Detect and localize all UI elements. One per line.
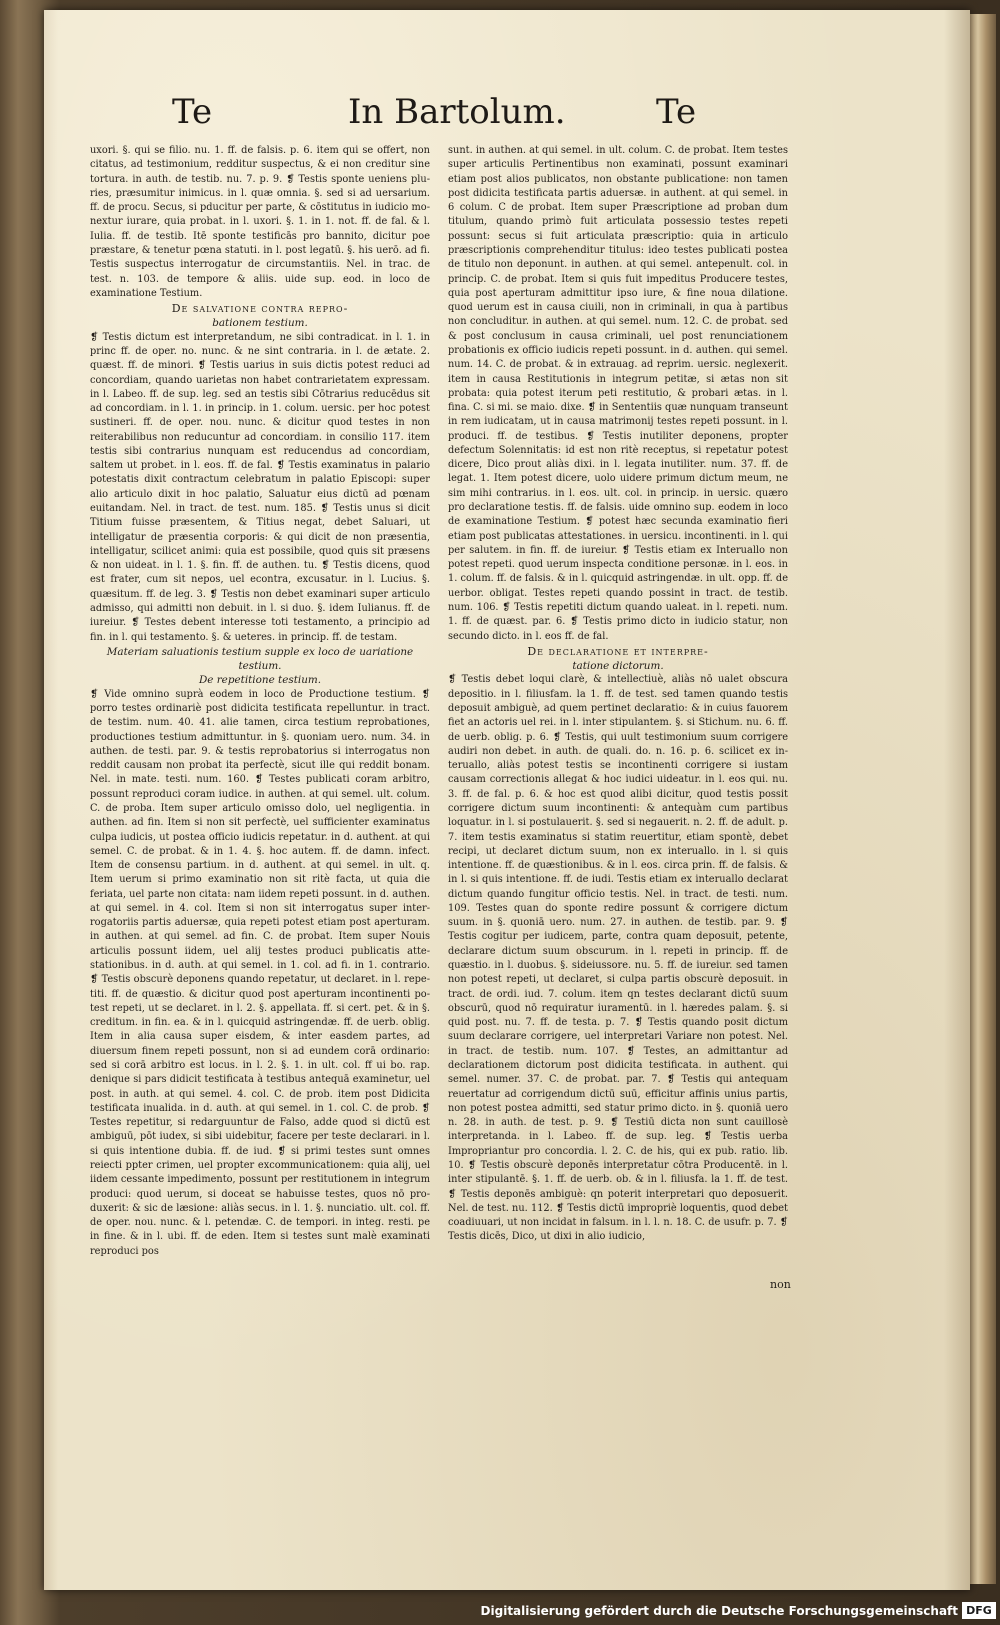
paragraph: uxori. §. qui se filio. nu. 1. ff. de falsis. p. 6. item qui se offert, non citatus, ad testimonium, redditur suspectus, & ei non creditur sine tortura. in auth. de testib. nu. 7. p. 9. ❡ Testis sponte ueniens pluries, præsumitur inimicus. in l. quæ omnia. §. sed si ad uersarium. ff. de procu. Secus, si pducitur per parte, & cōstitutus in iudicio monextur iurare, quia probat. in l. uxori. §. 1. in 1. not. ff. de fal. & l. Iulia. ff. de testib. Itē sponte testificās pro bannito, dicitur poe præstare, & tenetur pœna statuti. in l. post legatū. §. his uerō. ad fi. Testis suspectus interrogatur de circumstantiis. Nel. in trac. de test. n. 103. de tempore & aliis. uide sup. eod. in loco de examinatione Testium. xyxy=(90,145,430,299)
section-heading: De salvatione contra repro- xyxy=(171,302,349,316)
header-title: In Bartolum. xyxy=(348,92,566,132)
right-text-column xyxy=(448,144,788,1245)
section-heading-continued: tatione dictorum. xyxy=(572,660,664,673)
left-text-column xyxy=(90,144,430,1259)
section-subheading: De repetitione testium. xyxy=(198,674,322,687)
paragraph: ❡ Testis dictum est interpretandum, ne sibi contradicat. in l. 1. in princ ff. de oper. no. nunc. & ne sint contraria. in l. de ætate. 2. quæst. ff. de minori. ❡ Testis uarius in suis dictis potest reduci ad concordiam, quando uarietas non habet contrarietatem expressam. in l. Labeo. ff. de sup. leg. sed an testis sibi Cōtrarius reducēdus sit ad concordiam. in l. 1. in princip. in 1. colum. uersic. per hoc potest sustineri. ff. de oper. nou. nunc. & dicitur quod testes in non reiterabilibus non reducuntur ad concordiam. in consilio 117. item testis sibi contrarius nunquam est reducendus ad concordiam, saltem ut probet. in l. eos. ff. de fal. ❡ Testis examinatus in palario potestatis dixit contractum celebratum in palatio Episcopi: super alio articulo dixit in hoc palatio, Saluatur eius dictū ad pœnam euitandam. Nel. in tract. de test. num. 185. ❡ Testis unus si dicit Titium fuisse præsentem, & Titius negat, debet Saluari, ut intelligatur de præsentia corporis: & qui dicit de non præsentia, intelligatur, scilicet animi: quia est possibile, quod quis sit præsens & non uideat. in l. 1. §. fin. ff. de authen. tu. ❡ Testis dicens, quod est frater, cum sit nepos, uel econtra, excusatur. in l. Lucius. §. quæsitum. ff. de leg. 3. ❡ Testis non debet examinari super articulo admisso, qui admitti non debuit. in l. si duo. §. idem Iulianus. ff. de iureiur. ❡ Testes debent interesse toti testamento, a principio ad fin. in l. qui testamento. §. & ueteres. in princip. ff. de testam. xyxy=(90,331,430,643)
paragraph: sunt. in authen. at qui semel. in ult. colum. C. de probat. Item testes super articulis Pertinentibus non examinati, possunt examinari etiam post alios publicatos, non obstante publicatione: non tamen post didicita testificata partis aduersæ. in authent. at qui semel. in 6 colum. C de probat. Item super Præscriptione ad proban dum titulum, quando primò fuit articulata possessio testes repeti possunt: secus si fuit articulata præscriptio: quia in articulo præscriptionis comprehenditur titulus: ideo testes publicati postea de titulo non deponunt. in authen. at qui semel. antepenult. col. in princip. C. de probat. Item si quis fuit impeditus Producere testes, quia post aperturam admittitur ipso iure, & fine noua dilatione. quod uerum est in causa ciuili, non in criminali, in qua à partibus non concluditur. in authen. at qui semel. num. 12. C. de probat. sed & post conclusum in causa criminali, uel post renunciationem probationis ex officio iudicis repeti possunt. in d. authen. qui semel. num. 14. C. de probat. & in extrauag. ad reprim. uersic. neglexerit. item in causa Restitutionis in integrum petitæ, si ætas non sit probata: quia potest iterum peti restitutio, & probari ætas. in l. fina. C. si mi. se maio. dixe. ❡ in Sententiis quæ nunquam transeunt in rem iudicatam, ut in causa matrimonij testes repeti possunt. in l. produci. ff. de testibus. ❡ Testis inutiliter deponens, propter defectum Solennitatis: id est non ritè receptus, si repetatur potest dicere, Dico prout aliàs dixi. in l. legata inutiliter. num. 37. ff. de legat. 1. Item potest dicere, uolo uidere primum dictum meum, ne sim mihi contrarius. in l. eos. ult. col. in princip. in uersic. quæro pro declaratione testis. ff. de falsis. uide omnino sup. eodem in loco de examinatione Testium. ❡ potest hæc secunda examinatio fieri etiam post publicatas attestationes. in uersicu. incontinenti. in l. qui per salutem. in fin. ff. de iureiur. ❡ Testis etiam ex Interuallo non potest repeti. quod uerum inspecta conditione personæ. in l. eos. in 1. colum. ff. de falsis. & in l. quicquid astringendæ. in ult. opp. ff. de uerbor. obligat. Testes repeti quando possint in tract. de testib. num. 106. ❡ Testis repetiti dictum quando ualeat. in l. repeti. num. 1. ff. de quæst. par. 6. ❡ Testis primo dicto in iudicio statur, non secundo dicto. in l. eos ff. de fal. xyxy=(448,145,788,642)
digitization-footer xyxy=(0,1598,1000,1625)
book-page xyxy=(44,10,970,1590)
page-edge xyxy=(970,14,996,1584)
running-header xyxy=(44,92,970,142)
header-left-letters: Te xyxy=(172,92,213,132)
catchword: non xyxy=(770,1278,791,1291)
paragraph: ❡ Vide omnino suprà eodem in loco de Productione testium. ❡ porro testes ordinariè post didicita testificata repelluntur. in tract. de testim. num. 40. 41. alie tamen, circa testium reprobationes, productiones testium admittuntur. in §. quoniam uero. num. 34. in authen. de testi. par. 9. & testis reprobatorius si interrogatus non reddit causam non probat ita perfectè, sicut ille qui reddit bonam. Nel. in mate. testi. num. 160. ❡ Testes publicati coram arbitro, possunt reproduci coram iudice. in authen. at qui semel. ult. colum. C. de proba. Item super articulo omisso dolo, uel negligentia. in authen. ad fin. Item si non sit perfectè, uel sufficienter examinatus culpa iudicis, ut postea officio iudicis repetatur. in d. authent. at qui semel. C. de probat. & in 1. 4. §. hoc autem. ff. de damn. infect. Item de consensu partium. in d. authent. at qui semel. in ult. q. Item uerum si primo examinatio non sit ritè facta, ut quia die feriata, uel parte non citata: nam iidem repeti possunt. in d. authen. at qui semel. in 4. col. Item si non sit interrogatus super interrogatoriis partis aduersæ, quia repeti potest etiam post aperturam. in authen. at qui semel. ad fin. C. de probat. Item super Nouis articulis possunt iidem, uel alij testes produci publicatis attestationibus. in d. auth. at qui semel. in 1. col. ad fi. in 1. contrario. ❡ Testis obscurè deponens quando repetatur, ut declaret. in l. repetiti. ff. de quæstio. & dicitur quod post aperturam incontinenti potest repeti, ut se declaret. in l. 2. §. appellata. ff. si cert. pet. & in §. creditum. in fin. ea. & in l. quicquid astringendæ. ff. de uerb. oblig. Item in alia causa super eisdem, & inter easdem partes, ad diuersum finem repeti possunt, non si ad eundem corā ordinario: sed si corā arbitro est locus. in l. 2. §. 1. in ult. col. ff ui bo. rap. denique si pars didicit testificata à testibus antequā examinetur, uel post. in auth. at qui semel. 4. col. C. de prob. item post Didicita testificata inualida. in d. auth. at qui semel. in 1. col. C. de prob. ❡ Testes repetitur, si redarguuntur de Falso, adde quod si dictū est ambiguū, pōt iudex, si sibi uidebitur, facere per teste declarari. in l. si quis intentione dubia. ff. de iud. ❡ si primi testes sunt omnes reiecti ppter crimen, uel propter excommunicationem: quia alij, uel iidem cessante impedimento, possunt per restitutionem in integrum produci: quod uerum, si doceat se habuisse testes, quos nō produxerit: & sic de læsione: aliàs secus. in l. 1. §. nunciatio. ult. col. ff. de oper. nou. nunc. & l. petendæ. C. de tempori. in integ. resti. pe in fine. & in l. ubi. ff. de eden. Item si testes sunt malè examinati reproduci pos xyxy=(90,688,430,1257)
dfg-logo: DFG xyxy=(962,1602,996,1619)
paragraph: ❡ Testis debet loqui clarè, & intellectiuè, aliàs nō ualet obscura depositio. in l. filiusfam. la 1. ff. de test. sed tamen quando testis deposuit ambiguè, ad quem pertinet declaratio: & in cuius fauorem fiet an actoris uel rei. in l. inter stipulantem. §. si Stichum. nu. 6. ff. de uerb. oblig. p. 6. ❡ Testis, qui uult testimonium suum corrigere audiri non debet. in auth. de quali. do. n. 16. p. 6. scilicet ex interuallo, aliàs potest testis se incontinenti corrigere si iustam causam correctionis allegat & hoc iudici uideatur. in l. eos qui. nu. 3. ff. de fal. p. 6. & hoc est quod alibi dicitur, quod testis possit corrigere dictum suum incontinenti: & antequàm cum partibus loquatur. in l. si postulauerit. §. sed si negauerit. n. 2. ff. de adult. p. 7. item testis examinatus si statim reuertitur, etiam spontè, debet recipi, ut declaret dictum suum, non ex interuallo. in l. si quis intentione. ff. de quæstionibus. & in l. eos. circa prin. ff. de falsis. & in l. si quis intentione. ff. de iudi. Testis etiam ex interuallo declarat dictum quando fungitur officio testis. Nel. in tract. de testi. num. 109. Testes quan do sponte redire possunt & corrigere dictum suum. in §. quoniā uero. num. 27. in authen. de testib. par. 9. ❡ Testis cogitur per iudicem, parte, contra quam deposuit, petente, declarare dictum suum obscurum. in l. repeti in princip. ff. de quæstio. in l. duobus. §. sideiussore. nu. 5. ff. de iureiur. sed tamen non potest repeti, ut declaret, si culpa partis obscurè deposuit. in tract. de ordi. iud. 7. colum. item qn testes declarant dictū suum obscurū, quod nō requiratur iuramentū. in l. hæredes palam. §. si quid post. nu. 7. ff. de testa. p. 7. ❡ Testis quando posit dictum suum declarare corrigere, uel interpretari Variare non potest. Nel. in tract. de testib. num. 107. ❡ Testes, an admittantur ad declarationem dictorum post didicita testificata. in authent. qui semel. numer. 37. C. de probat. par. 7. ❡ Testis qui antequam reuertatur ad corrigendum dictū suū, efficitur affinis unius partis, non potest postea admitti, sed statur primo dicto. in §. quoniā uero n. 28. in auth. de test. p. 9. ❡ Testiū dicta non sunt cauillosè interpretanda. in l. Labeo. ff. de sup. leg. ❡ Testis uerba Impropriantur pro concordia. l. 2. C. de his, qui ex pub. ratio. lib. 10. ❡ Testis obscurè deponēs interpretatur cōtra Producentē. in l. inter stipulantē. §. 1. ff. de uerb. ob. & in l. filiusfa. la 1. ff. de test. ❡ Testis deponēs ambiguè: qn poterit interpretari quo deposuerit. Nel. de test. nu. 112. ❡ Testis dictū impropriè loquentis, quod debet coadiuuari, ut non incidat in falsum. in l. l. n. 18. C. de usufr. p. 7. ❡ Testis dicēs, Dico, ut dixi in alio iudicio, xyxy=(448,674,788,1243)
header-right-letters: Te xyxy=(656,92,697,132)
marginal-note: Materiam saluationis testium supple ex loco de uariatione testium. xyxy=(106,645,414,673)
footer-credit: Digitalisierung gefördert durch die Deutsche Forschungsgemeinschaft xyxy=(480,1604,958,1618)
section-heading-continued: bationem testium. xyxy=(212,317,308,330)
section-heading: De declaratione et interpre- xyxy=(527,644,709,658)
